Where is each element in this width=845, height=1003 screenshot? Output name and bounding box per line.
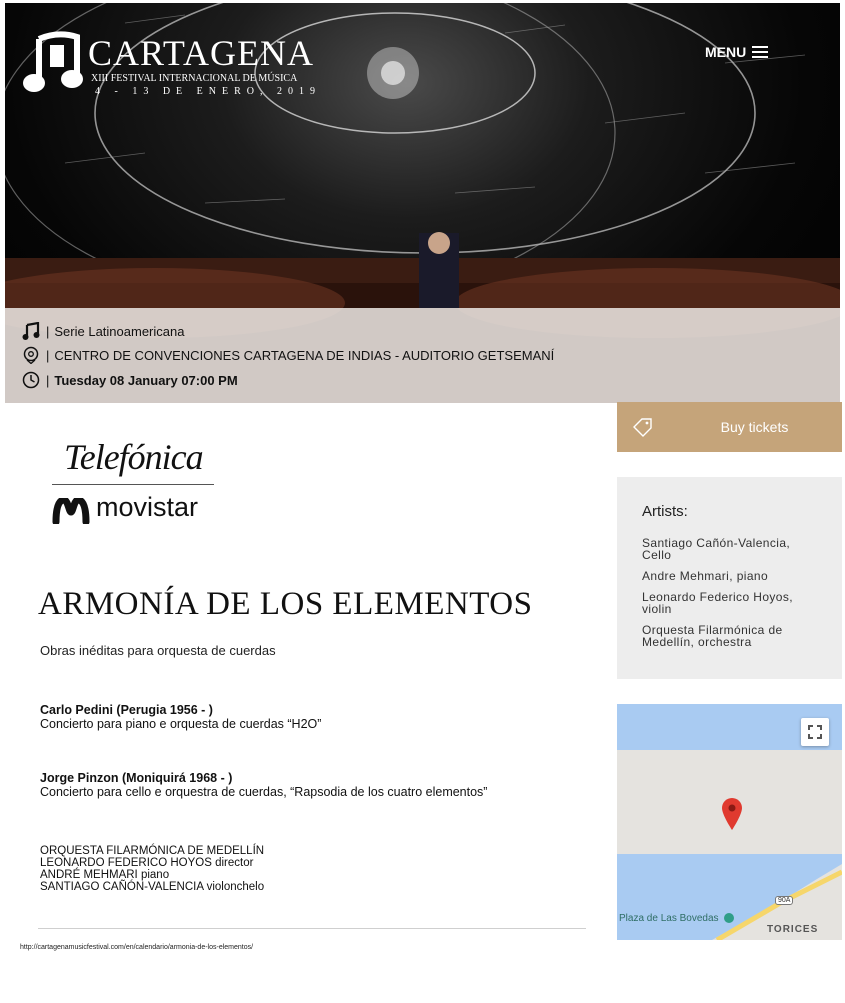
map-place-label[interactable] xyxy=(619,913,734,924)
festival-name: XIII FESTIVAL INTERNACIONAL DE MÚSICA xyxy=(91,73,298,84)
datetime-label: Tuesday 08 January 07:00 PM xyxy=(54,372,238,388)
work-composer: Carlo Pedini (Perugia 1956 - ) xyxy=(40,703,213,717)
highway-shield: 90A xyxy=(775,896,793,905)
telefonica-logo: Telefónica xyxy=(64,437,203,477)
festival-dates: 4 - 13 DE ENERO, 2019 xyxy=(95,86,321,97)
music-note-logo-icon xyxy=(23,31,85,97)
movistar-m-icon xyxy=(52,498,90,524)
credit-line: ANDRÉ MEHMARI piano xyxy=(40,869,170,881)
hamburger-icon xyxy=(752,46,768,58)
buy-tickets-button[interactable] xyxy=(617,402,842,452)
concert-title: ARMONÍA DE LOS ELEMENTOS xyxy=(38,586,533,622)
district-label: TORICES xyxy=(767,924,819,935)
work-composer: Jorge Pinzon (Moniquirá 1968 - ) xyxy=(40,771,233,785)
artists-list xyxy=(642,537,822,657)
clock-icon xyxy=(22,371,40,389)
content-divider xyxy=(38,928,586,929)
buy-tickets-label: Buy tickets xyxy=(720,419,789,435)
concert-subtitle: Obras inéditas para orquesta de cuerdas xyxy=(40,643,276,658)
venue-label: CENTRO DE CONVENCIONES CARTAGENA DE INDIAS - AUDITORIO GETSEMANÍ xyxy=(54,347,555,363)
performers-credits xyxy=(40,845,264,893)
work-piece: Concierto para piano e orquesta de cuerdas “H2O” xyxy=(40,717,322,731)
place-name: Plaza de Las Bovedas xyxy=(619,913,719,924)
place-marker-icon xyxy=(724,913,734,923)
work-item xyxy=(40,771,487,799)
fullscreen-icon xyxy=(801,718,829,746)
separator: | xyxy=(46,372,50,388)
sponsor-logo xyxy=(50,432,220,532)
artist-item: Orquesta Filarmónica de Medellín, orchestra xyxy=(642,623,783,649)
music-note-icon xyxy=(22,322,40,340)
menu-button[interactable] xyxy=(705,44,768,60)
artist-item: Santiago Cañón-Valencia, Cello xyxy=(642,536,791,562)
artists-heading: Artists: xyxy=(642,503,688,520)
fullscreen-button[interactable] xyxy=(801,718,829,746)
artists-panel xyxy=(617,477,842,679)
series-label: Serie Latinoamericana xyxy=(54,323,185,339)
separator: | xyxy=(46,347,50,363)
separator: | xyxy=(46,323,50,339)
sponsor-divider xyxy=(52,484,214,485)
page-url: http://cartagenamusicfestival.com/en/calendario/armonia-de-los-elementos/ xyxy=(20,944,254,951)
credit-line: SANTIAGO CAÑÓN-VALENCIA violonchelo xyxy=(40,881,265,893)
work-piece: Concierto para cello e orquestra de cuerdas, “Rapsodia de los cuatro elementos” xyxy=(40,785,488,799)
artist-item: Andre Mehmari, piano xyxy=(642,569,769,583)
credit-line: LEONARDO FEDERICO HOYOS director xyxy=(40,857,254,869)
festival-logo[interactable] xyxy=(23,31,323,101)
hero-banner xyxy=(5,3,840,403)
brand-name: CARTAGENA xyxy=(88,33,314,73)
series-row xyxy=(22,322,184,340)
work-item xyxy=(40,703,321,731)
map-pin-icon[interactable] xyxy=(721,797,743,831)
event-info-band xyxy=(5,308,840,403)
menu-label: MENU xyxy=(705,44,747,60)
venue-row xyxy=(22,346,554,364)
datetime-row xyxy=(22,371,238,389)
location-pin-icon xyxy=(22,346,40,364)
location-map[interactable] xyxy=(617,704,842,940)
credit-line: ORQUESTA FILARMÓNICA DE MEDELLÍN xyxy=(40,845,265,857)
artist-item: Leonardo Federico Hoyos, violin xyxy=(642,590,794,616)
movistar-logo: movistar xyxy=(96,492,199,522)
